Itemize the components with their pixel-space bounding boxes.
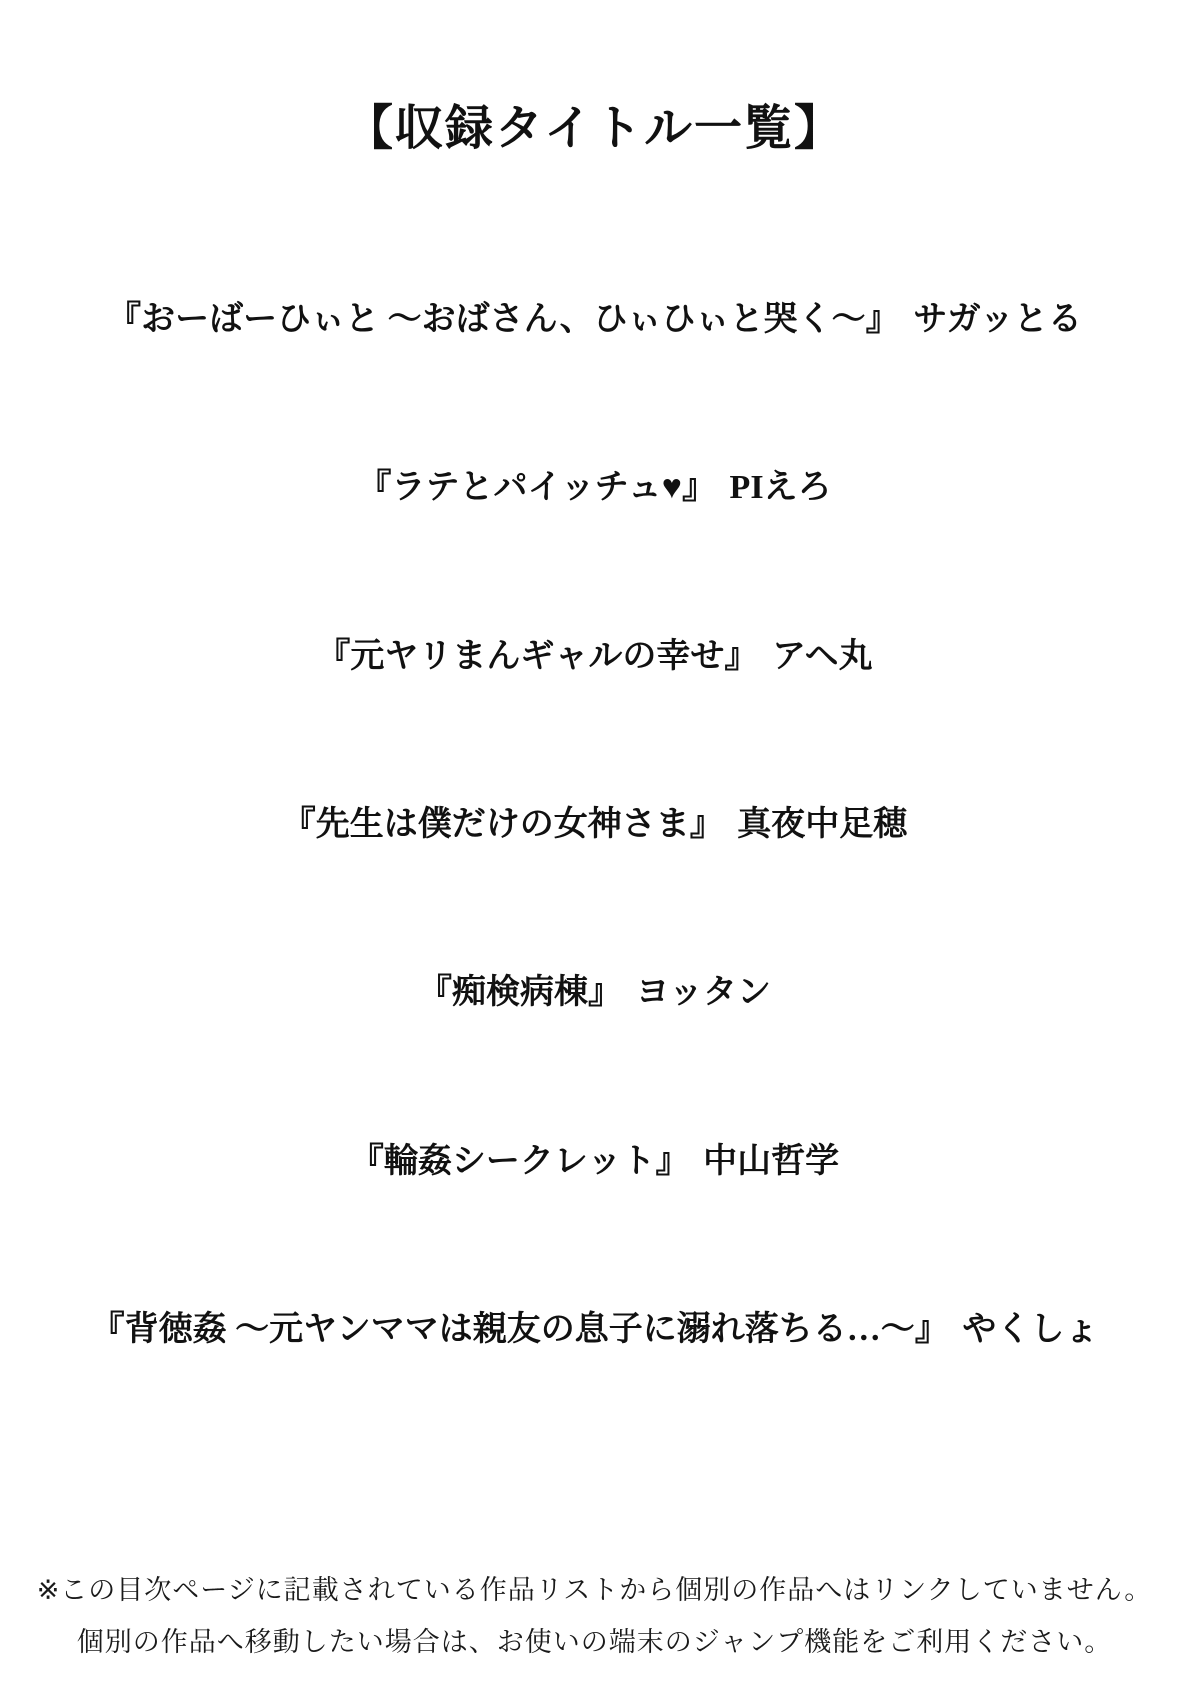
- work-title: 『痴検病棟』: [418, 974, 623, 1011]
- work-author: やくしょ: [962, 1311, 1099, 1348]
- footer-note-line2: 個別の作品へ移動したい場合は、お使いの端末のジャンプ機能をご利用ください。: [76, 1627, 1113, 1657]
- work-author: 真夜中足穂: [737, 806, 908, 843]
- work-title: 『ラテとパイッチュ♥』: [357, 469, 716, 506]
- work-author: ヨッタン: [635, 974, 771, 1011]
- work-author: PIえろ: [729, 469, 832, 506]
- toc-item: [0, 1137, 1189, 1187]
- work-title: 『輪姦シークレット』: [349, 1143, 690, 1180]
- work-author: アヘ丸: [771, 638, 873, 675]
- footer-note-line1: ※この目次ページに記載されている作品リストから個別の作品へはリンクしていません。: [36, 1575, 1153, 1605]
- page-title: 【収録タイトル一覧】: [344, 102, 845, 156]
- toc-item: [0, 295, 1189, 345]
- toc-item: [0, 463, 1189, 513]
- toc-item: [0, 968, 1189, 1018]
- work-author: サガッとる: [913, 301, 1082, 338]
- toc-item: [0, 800, 1189, 850]
- work-title: 『背徳姦 ～元ヤンママは親友の息子に溺れ落ちる…～』: [90, 1311, 949, 1348]
- toc-item: [0, 1305, 1189, 1355]
- work-title: 『おーばーひぃと ～おばさん、ひぃひぃと哭く～』: [107, 301, 900, 338]
- work-author: 中山哲学: [703, 1143, 840, 1180]
- work-title: 『元ヤリまんギャルの幸せ』: [316, 638, 759, 675]
- work-title: 『先生は僕だけの女神さま』: [281, 806, 724, 843]
- toc-item: [0, 632, 1189, 682]
